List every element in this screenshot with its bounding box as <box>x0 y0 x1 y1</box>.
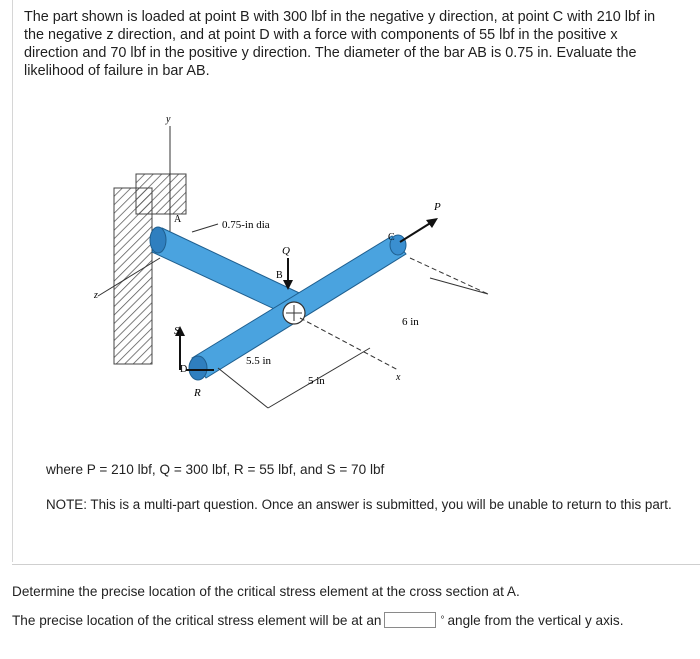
label-a: A <box>174 214 182 225</box>
label-r: R <box>194 387 201 399</box>
problem-statement: The part shown is loaded at point B with 300 lbf in the negative y direction, at point C with 210 lbf in the negative z direction, and at point D with a force with components of 55 lbf in the positive x direction and 70 lbf in the positive y direction. The diameter of the bar AB is 0.75 in. Evaluate the likelihood of failure in bar AB. <box>24 9 656 79</box>
dim-55in: 5.5 in <box>246 355 272 367</box>
dim-6in-ext <box>410 258 488 294</box>
answer-prefix: The precise location of the critical stress element will be at an <box>12 612 382 628</box>
force-p-arrow <box>400 222 432 242</box>
problem-figure <box>94 108 500 428</box>
force-p-head <box>426 218 438 228</box>
multi-part-note: NOTE: This is a multi-part question. Once an answer is submitted, you will be unable to return to this part. <box>46 497 672 512</box>
z-axis-label: z <box>94 290 98 301</box>
answer-suffix: angle from the vertical y axis. <box>447 612 624 628</box>
dim-6in-line <box>430 278 488 294</box>
given-values: where P = 210 lbf, Q = 300 lbf, R = 55 lbf, and S = 70 lbf <box>46 462 385 477</box>
part-question: Determine the precise location of the critical stress element at the cross section at A. <box>12 584 520 599</box>
label-q: Q <box>282 245 290 257</box>
label-d: D <box>180 364 188 375</box>
x-axis <box>300 318 398 370</box>
x-axis-label: x <box>396 372 401 383</box>
bar-cd-end-d <box>189 356 207 380</box>
y-axis-label: y <box>166 114 171 125</box>
dim-55in-line <box>218 368 268 408</box>
label-p: P <box>434 201 441 213</box>
dim-5in: 5 in <box>308 375 325 387</box>
question-part <box>12 565 700 659</box>
bar-ab-end <box>150 227 166 253</box>
wall-top <box>136 174 186 214</box>
diameter-label: 0.75-in dia <box>222 219 270 231</box>
answer-row <box>12 612 692 628</box>
diameter-leader <box>192 224 218 232</box>
label-s: S <box>174 325 180 337</box>
degree-symbol: ° <box>440 614 445 626</box>
label-c: C <box>388 232 395 243</box>
dim-6in: 6 in <box>402 316 419 328</box>
label-b: B <box>276 270 283 281</box>
angle-answer-input[interactable] <box>384 612 436 628</box>
